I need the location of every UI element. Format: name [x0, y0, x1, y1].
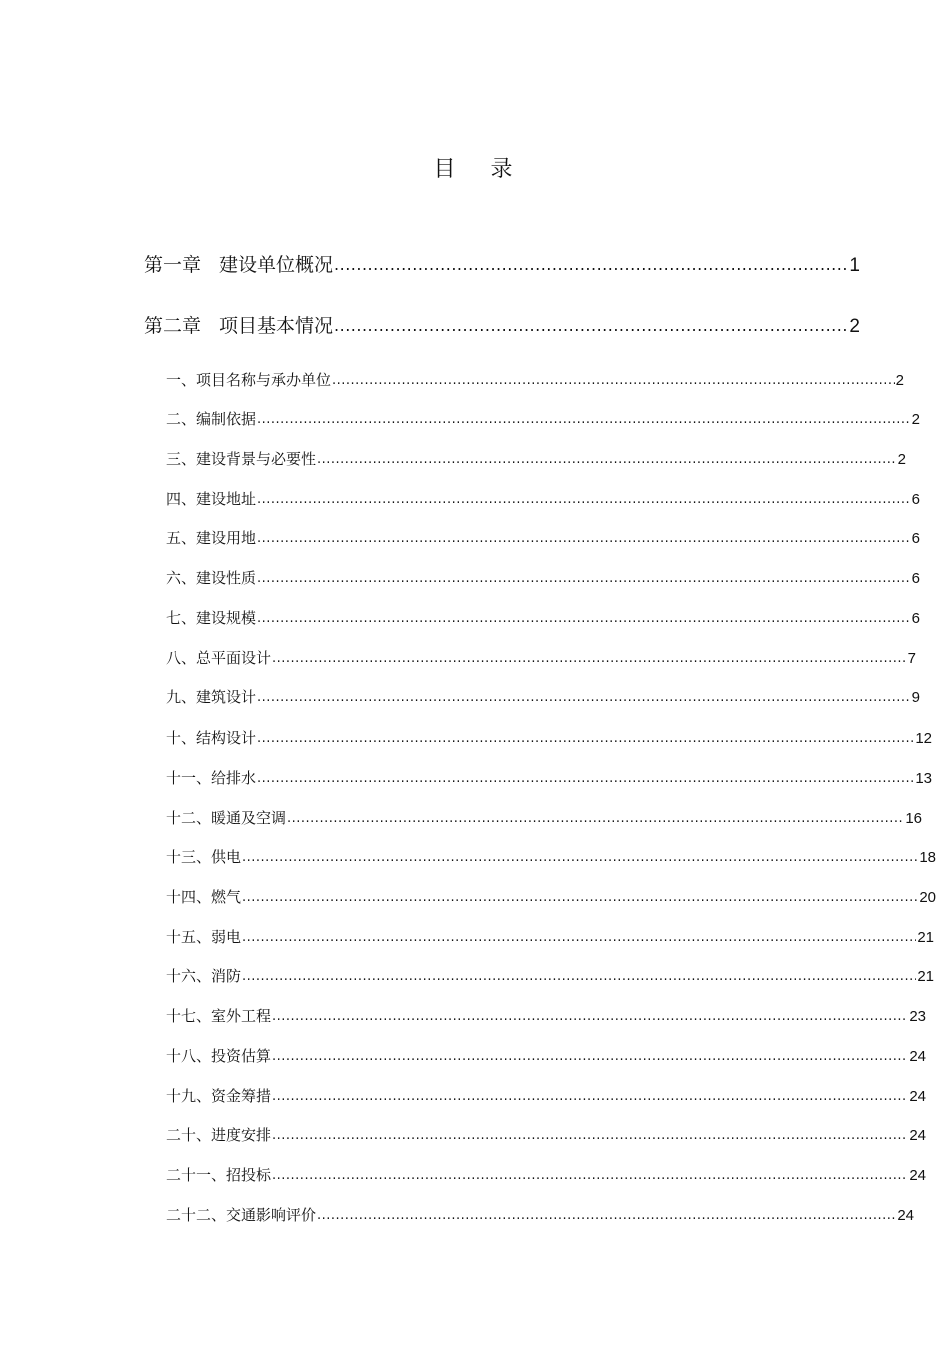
toc-chapter-title: 建设单位概况	[219, 254, 334, 276]
toc-page-number: 12	[915, 730, 932, 747]
toc-section-10[interactable]	[166, 726, 932, 750]
toc-chapter-label	[144, 311, 333, 341]
toc-section-label: 二十、进度安排	[166, 1126, 272, 1144]
toc-section-18[interactable]	[166, 1044, 926, 1068]
toc-page-number: 6	[911, 570, 920, 587]
dot-leader	[257, 725, 914, 751]
dot-leader	[257, 605, 911, 631]
toc-page-number: 2	[911, 411, 920, 428]
toc-section-label: 十三、供电	[166, 848, 242, 866]
toc-section-13[interactable]	[166, 845, 936, 869]
toc-page-number: 24	[909, 1048, 926, 1065]
dot-leader	[272, 1083, 908, 1109]
toc-title-char-1: 目	[433, 157, 460, 182]
toc-page-number: 24	[909, 1088, 926, 1105]
toc-page-number: 2	[897, 451, 906, 468]
dot-leader	[257, 486, 911, 512]
toc-page-number: 2	[849, 316, 860, 337]
toc-section-14[interactable]	[166, 885, 936, 909]
toc-section-label: 五、建设用地	[166, 529, 257, 547]
dot-leader	[334, 310, 848, 341]
toc-chapter-number: 第二章	[144, 315, 202, 337]
toc-section-label: 一、项目名称与承办单位	[166, 371, 332, 389]
toc-section-label: 七、建设规模	[166, 609, 257, 627]
toc-section-17[interactable]	[166, 1004, 926, 1028]
toc-page-number: 1	[849, 255, 860, 276]
toc-section-label: 十、结构设计	[166, 729, 257, 747]
dot-leader	[242, 924, 916, 950]
toc-page-number: 13	[915, 770, 932, 787]
toc-section-8[interactable]	[166, 646, 916, 670]
dot-leader	[272, 1122, 908, 1148]
toc-section-20[interactable]	[166, 1123, 926, 1147]
toc-section-label: 十一、给排水	[166, 769, 257, 787]
toc-section-label: 九、建筑设计	[166, 688, 257, 706]
dot-leader	[317, 1202, 896, 1228]
dot-leader	[242, 844, 918, 870]
toc-section-label: 八、总平面设计	[166, 649, 272, 667]
toc-page-number: 21	[917, 968, 934, 985]
toc-section-label: 三、建设背景与必要性	[166, 450, 317, 468]
toc-chapter-2[interactable]	[144, 311, 860, 341]
toc-page-number: 24	[897, 1207, 914, 1224]
toc-page-number: 20	[919, 889, 936, 906]
dot-leader	[257, 684, 911, 710]
dot-leader	[257, 406, 911, 432]
toc-section-label: 十二、暖通及空调	[166, 809, 287, 827]
dot-leader	[272, 1043, 908, 1069]
dot-leader	[287, 805, 904, 831]
toc-section-label: 二十一、招投标	[166, 1166, 272, 1184]
toc-page-number: 21	[917, 929, 934, 946]
toc-section-label: 二、编制依据	[166, 410, 257, 428]
toc-section-label: 十四、燃气	[166, 888, 242, 906]
toc-page-number: 6	[911, 610, 920, 627]
toc-section-label: 四、建设地址	[166, 490, 257, 508]
dot-leader	[272, 645, 907, 671]
toc-section-15[interactable]	[166, 925, 934, 949]
dot-leader	[272, 1003, 908, 1029]
toc-page-number: 24	[909, 1127, 926, 1144]
toc-title-char-2: 录	[490, 157, 517, 182]
toc-section-label: 十九、资金筹措	[166, 1087, 272, 1105]
dot-leader	[242, 963, 916, 989]
toc-chapter-label	[144, 250, 333, 280]
toc-page-number: 16	[905, 810, 922, 827]
toc-section-5[interactable]	[166, 526, 920, 550]
toc-page-number: 2	[895, 372, 904, 389]
toc-page-number: 24	[909, 1167, 926, 1184]
toc-page-number: 23	[909, 1008, 926, 1025]
toc-section-12[interactable]	[166, 806, 922, 830]
toc-section-3[interactable]	[166, 447, 906, 471]
toc-section-label: 十八、投资估算	[166, 1047, 272, 1065]
toc-section-1[interactable]	[166, 368, 904, 392]
toc-chapter-1[interactable]	[144, 250, 860, 280]
toc-page-number: 6	[911, 491, 920, 508]
toc-page-number: 9	[911, 689, 920, 706]
dot-leader	[257, 525, 911, 551]
toc-page-number: 7	[907, 650, 916, 667]
toc-page-number: 6	[911, 530, 920, 547]
dot-leader	[242, 884, 918, 910]
toc-section-label: 十五、弱电	[166, 928, 242, 946]
toc-section-4[interactable]	[166, 487, 920, 511]
toc-section-label: 十六、消防	[166, 967, 242, 985]
toc-section-label: 十七、室外工程	[166, 1007, 272, 1025]
dot-leader	[257, 565, 911, 591]
toc-page-number: 18	[919, 849, 936, 866]
toc-section-7[interactable]	[166, 606, 920, 630]
toc-section-2[interactable]	[166, 407, 920, 431]
toc-section-21[interactable]	[166, 1163, 926, 1187]
toc-section-22[interactable]	[166, 1203, 914, 1227]
toc-section-9[interactable]	[166, 685, 920, 709]
toc-section-16[interactable]	[166, 964, 934, 988]
toc-section-6[interactable]	[166, 566, 920, 590]
toc-chapter-number: 第一章	[144, 254, 202, 276]
dot-leader	[332, 367, 895, 393]
toc-section-19[interactable]	[166, 1084, 926, 1108]
toc-section-label: 六、建设性质	[166, 569, 257, 587]
dot-leader	[317, 446, 897, 472]
dot-leader	[334, 249, 848, 280]
dot-leader	[272, 1162, 908, 1188]
toc-section-label: 二十二、交通影响评价	[166, 1206, 317, 1224]
dot-leader	[257, 765, 914, 791]
toc-section-11[interactable]	[166, 766, 932, 790]
toc-chapter-title: 项目基本情况	[219, 315, 334, 337]
